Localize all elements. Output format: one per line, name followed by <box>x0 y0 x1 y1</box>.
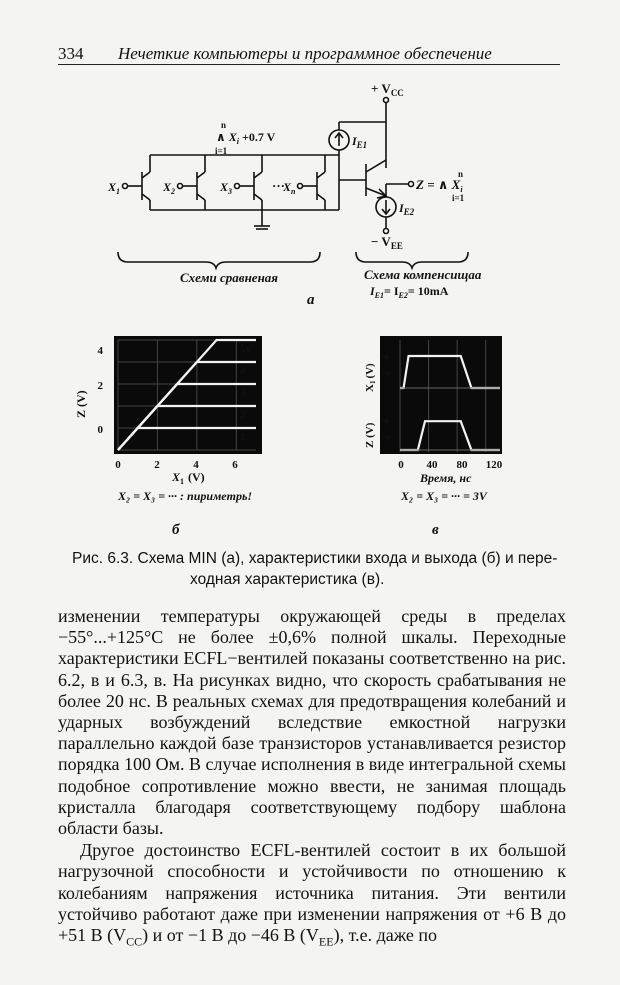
current-equation: I <box>370 284 375 298</box>
chart-v-bottom-ylabel: Z (V) <box>364 422 376 448</box>
chart-v-plot-area <box>380 336 502 454</box>
chart-b-xtick: 0 <box>115 459 121 471</box>
chart-b-level-label: 2 <box>240 409 246 421</box>
input-transistor-2 <box>178 155 206 210</box>
input-transistor-n <box>298 155 326 210</box>
chart-v <box>364 336 503 538</box>
chart-v-xtick: 120 <box>485 459 503 471</box>
chart-b-ytick: 0 <box>97 424 103 436</box>
chart-b-level-label: 5v <box>240 343 251 355</box>
input-x1: X <box>108 180 117 194</box>
output-top: n <box>458 169 464 179</box>
circuit-labels <box>107 81 482 308</box>
paragraph-1: изменении температуры окружающей среды в пределах −55°...+125°C не более ±0,6% полной шкалы. Переходные характеристики ECFL−вентилей показаны соответственно на рис. 6.2, в и 6.3, в. На рисунках видно, что скорость срабатывания не более 20 нс. В реальных схемах для предотвращения колебаний и ударных возбуждений вследствие емкостной нагрузки параллельно каждой базе транзисторов устанавливается резистор порядка 100 Ом. В случае исполнения в виде интегральной схемы подобное сопротивление можно ввести, не занимая площадь кристалла благодаря соответствующему подбору шаблона области базы. <box>58 606 566 839</box>
page-number: 334 <box>58 44 84 63</box>
chart-b-level-label: 4 <box>240 365 246 377</box>
output-bottom: i=1 <box>452 193 465 203</box>
svg-text:IE1= IE2= 10mA: $I_{E1}= I_{E2}= 10mA$ <box>370 284 449 300</box>
vcc-label: + V <box>371 81 391 96</box>
input-transistor-1 <box>123 155 151 210</box>
input-transistor-3 <box>235 155 263 210</box>
and-bottom: i=1 <box>215 146 228 156</box>
chart-v-ytick: 4 <box>381 419 392 424</box>
svg-text:Xn: $X_n$ <box>283 180 296 196</box>
panel-label-v: в <box>432 522 439 538</box>
svg-text:− VEE: − $V_{EE}$ <box>371 234 403 251</box>
chart-b-xtick: 2 <box>154 459 160 471</box>
svg-text:Z = ∧ Xi: Z = ∧ $X_i$ <box>416 177 463 194</box>
chart-b <box>74 336 262 538</box>
svg-text:X1: $X_1$ <box>108 180 121 196</box>
chart-b-ylabel: Z (V) <box>74 390 88 418</box>
chart-b-level-label: 3 <box>240 387 246 399</box>
figure-caption <box>72 548 562 590</box>
svg-text:X1(V): X1(V) <box>364 363 377 392</box>
chart-b-ytick: 4 <box>97 345 103 357</box>
chart-v-xtick: 80 <box>456 459 468 471</box>
chart-b-level-label: 1 <box>240 431 246 443</box>
svg-text:∧ Xi+0.7 V: ∧ $X_i +0.7$ V <box>216 130 276 146</box>
svg-text:IE1: $I_{E1}$ <box>352 134 368 150</box>
panel-label-a: а <box>307 292 315 308</box>
input-ellipsis: ··· <box>272 178 286 193</box>
section-compare: Схеми сравненая <box>180 270 278 285</box>
body-text <box>58 606 566 953</box>
caption-line-2: ходная характеристика (в). <box>190 571 385 588</box>
input-x3: X <box>220 180 229 194</box>
chart-v-note: X₂ = X₃ = ··· = 3V <box>401 489 487 503</box>
chart-v-ytick: 2 <box>381 435 392 440</box>
chart-b-xtick: 4 <box>193 459 199 471</box>
caption-line-1: Рис. 6.3. Схема MIN (а), характеристики входа и выхода (б) и пере- <box>72 550 558 567</box>
svg-text:+ VCC: + $V_{CC}$ <box>371 81 404 98</box>
input-x2: X <box>163 180 172 194</box>
input-xn: X <box>283 180 292 194</box>
chart-v-xlabel: Время, нс <box>420 471 472 485</box>
svg-text:X3: $X_3$ <box>220 180 233 196</box>
svg-text:X1(V): $X_1$ (V) <box>172 470 205 486</box>
chart-v-ytick: 4 <box>381 355 392 360</box>
chart-b-xlabel: X <box>172 470 181 484</box>
paragraph-2: Другое достоинство ECFL-вентилей состоит в их большой нагрузочной способности и устойчивости по отношению к колебаниям напряжения источника питания. Эти вентили устойчиво работают даже при изменении напряжения от +6 В до +51 В $(V_{CC})$ и от −1 В до −46 В $(V_{EE})$, т.е. даже по <box>58 840 566 949</box>
chart-v-xtick: 40 <box>426 459 438 471</box>
ie2-label: I <box>399 201 404 215</box>
running-title: Нечеткие компьютеры и программное обеспечение <box>118 44 492 63</box>
chart-v-ytick: 2 <box>381 371 392 376</box>
panel-label-b: б <box>172 522 180 538</box>
vee-label: − V <box>371 234 391 249</box>
section-compensation: Схема компенсищаа <box>364 267 482 282</box>
svg-text:IE2: $I_{E2}$ <box>399 201 415 217</box>
ie1-label: I <box>352 134 357 148</box>
output-label: Z = ∧ X <box>416 177 461 192</box>
chart-b-xtick: 6 <box>232 459 238 471</box>
and-label: ∧ X <box>216 130 237 144</box>
chart-b-note: X₂ = X₃ = ··· : пиримeтрь! <box>118 489 253 503</box>
chart-v-top-ylabel: X <box>364 384 376 392</box>
svg-text:X2: $X_2$ <box>163 180 176 196</box>
chart-v-xtick: 0 <box>398 459 404 471</box>
chart-b-ytick: 2 <box>97 380 103 392</box>
and-top: n <box>221 120 227 130</box>
